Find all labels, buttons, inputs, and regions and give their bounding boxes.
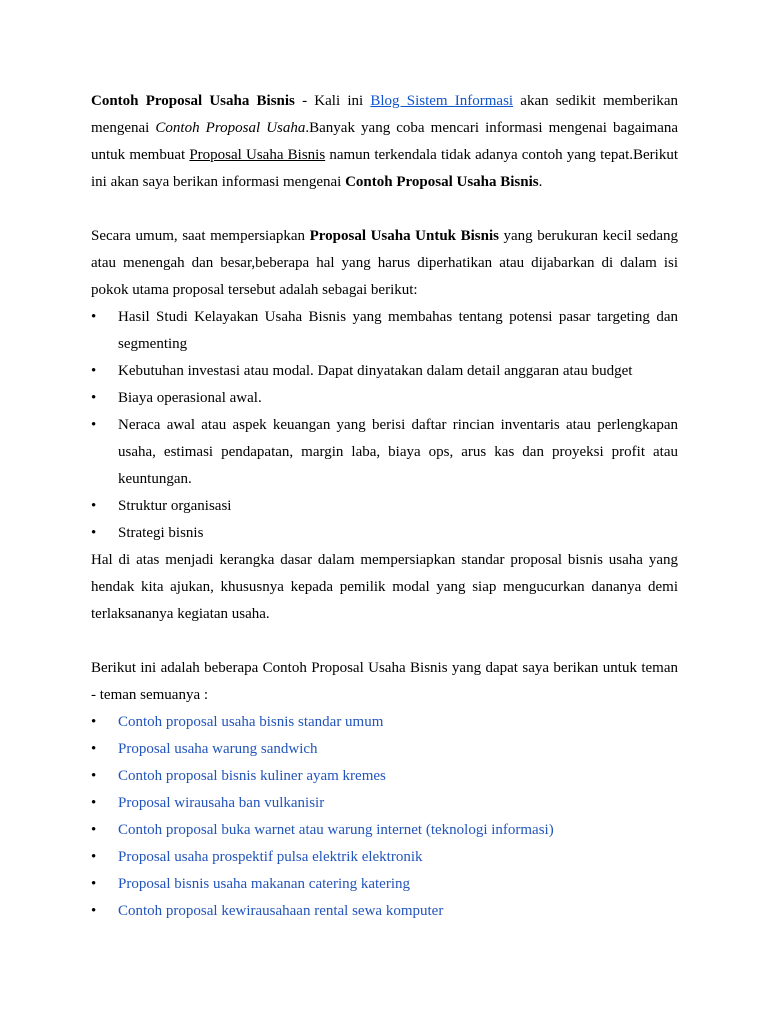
bullet: • [91,849,97,865]
list-item [91,520,678,547]
bullet: • [91,714,97,730]
bullet: • [91,363,97,379]
list-item[interactable] [91,709,678,736]
blog-sistem-informasi-link[interactable]: Blog Sistem Informasi [370,93,514,109]
example-link[interactable]: Contoh proposal bisnis kuliner ayam kremes [118,768,386,784]
intro-bold-end: Contoh Proposal Usaha Bisnis [345,174,539,190]
section2-lead: Secara umum, saat mempersiapkan [91,228,310,244]
list-item[interactable] [91,736,678,763]
list-item[interactable] [91,817,678,844]
list-item [91,385,678,412]
section2-closing: Hal di atas menjadi kerangka dasar dalam mempersiapkan standar proposal bisnis usaha yang hendak kita ajukan, khususnya kepada pemilik modal yang siap mengucurkan dananya demi terlaksananya kegiatan usaha. [91,552,678,622]
list-item[interactable] [91,844,678,871]
list-item[interactable] [91,763,678,790]
section2-rest: yang berukuran kecil sedang atau menengah dan besar,beberapa hal yang harus diperhatikan atau dijabarkan di dalam isi pokok utama proposal tersebut adalah sebagai berikut: [91,228,678,298]
bullet: • [91,390,97,406]
intro-dash: - Kali ini [294,93,371,109]
example-link[interactable]: Contoh proposal kewirausahaan rental sewa komputer [118,903,444,919]
intro-end: . [538,174,543,190]
example-link[interactable]: Proposal wirausaha ban vulkanisir [118,795,325,811]
intro-middle: .Banyak yang coba mencari informasi mengenai bagaimana untuk membuat [91,120,679,163]
list-item [91,493,678,520]
list-item-text: Struktur organisasi [118,498,232,514]
intro-title-bold: Contoh Proposal Usaha Bisnis [91,93,295,109]
document-content [91,88,678,925]
intro-paragraph [91,88,678,196]
bullet: • [91,876,97,892]
example-link[interactable]: Proposal bisnis usaha makanan catering katering [118,876,411,892]
example-link[interactable]: Contoh proposal buka warnet atau warung internet (teknologi informasi) [118,822,554,838]
proposal-examples-list [91,709,678,925]
bullet: • [91,525,97,541]
list-item-text: Neraca awal atau aspek keuangan yang berisi daftar rincian inventaris atau perlengkapan usaha, estimasi pendapatan, margin laba, biaya ops, arus kas dan proyeksi profit atau keuntungan. [118,417,678,487]
paragraph-gap [91,628,678,655]
bullet: • [91,903,97,919]
bullet: • [91,795,97,811]
list-item-text: Biaya operasional awal. [118,390,262,406]
bullet: • [91,822,97,838]
section3-lead: Berikut ini adalah beberapa Contoh Proposal Usaha Bisnis yang dapat saya berikan untuk teman - teman semuanya : [91,660,678,703]
section2-bold: Proposal Usaha Untuk Bisnis [309,228,499,244]
bullet: • [91,309,97,325]
proposal-contents-list [91,304,678,547]
list-item [91,304,678,358]
list-item[interactable] [91,898,678,925]
section2-paragraph [91,223,678,304]
bullet: • [91,417,97,433]
list-item-text: Hasil Studi Kelayakan Usaha Bisnis yang membahas tentang potensi pasar targeting dan segmenting [118,309,678,352]
example-link[interactable]: Proposal usaha warung sandwich [118,741,318,757]
intro-after-underline: namun terkendala tidak adanya contoh yang tepat.Berikut ini akan saya berikan informasi mengenai [91,147,678,190]
example-link[interactable]: Contoh proposal usaha bisnis standar umum [118,714,384,730]
intro-italic: Contoh Proposal Usaha [155,120,306,136]
list-item [91,358,678,385]
example-link[interactable]: Proposal usaha prospektif pulsa elektrik elektronik [118,849,423,865]
list-item [91,412,678,493]
paragraph-gap [91,196,678,223]
bullet: • [91,768,97,784]
list-item-text: Strategi bisnis [118,525,204,541]
bullet: • [91,741,97,757]
list-item[interactable] [91,871,678,898]
list-item[interactable] [91,790,678,817]
bullet: • [91,498,97,514]
intro-underlined: Proposal Usaha Bisnis [189,147,326,163]
list-item-text: Kebutuhan investasi atau modal. Dapat dinyatakan dalam detail anggaran atau budget [118,363,633,379]
intro-after-link: akan sedikit memberikan mengenai [91,93,678,136]
